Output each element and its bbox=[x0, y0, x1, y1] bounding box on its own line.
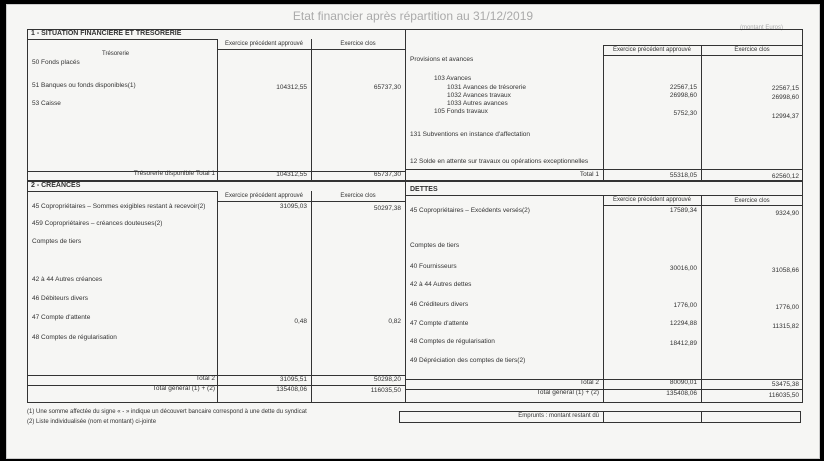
s1-right-col-closed-header: Exercice clos bbox=[734, 47, 770, 53]
dette-total-2-closed: 53475,38 bbox=[771, 381, 799, 388]
creance-47-closed: 0,82 bbox=[388, 318, 401, 325]
dette-comptes-tiers: Comptes de tiers bbox=[410, 242, 460, 249]
creance-459-row: 459 Copropriétaires – créances douteuses(2) bbox=[32, 220, 163, 227]
avances-tresorerie-row: 1031 Avances de trésorerie bbox=[447, 84, 527, 91]
dette-45-prev: 17589,34 bbox=[669, 207, 697, 214]
row-caisse: 53 Caisse bbox=[32, 100, 61, 107]
total-1-label: Total 1 bbox=[579, 171, 599, 178]
dette-48-row: 48 Comptes de régularisation bbox=[410, 338, 495, 345]
row-banques: 51 Banques ou fonds disponibles(1) bbox=[32, 82, 136, 89]
section-2-table bbox=[27, 181, 803, 403]
solde-attente-row: 12 Solde en attente sur travaux ou opérations exceptionnelles bbox=[410, 158, 589, 165]
dette-47-row: 47 Compte d'attente bbox=[410, 320, 469, 327]
footnote-2: (2) Liste individualisée (nom et montant) ci-jointe bbox=[27, 419, 157, 425]
dette-47-closed: 11315,82 bbox=[772, 323, 799, 330]
dette-40-row: 40 Fournisseurs bbox=[410, 263, 457, 270]
avances-travaux-row: 1032 Avances travaux bbox=[447, 92, 511, 99]
footnote-1: (1) Une somme affectée du signe « - » indique un découvert bancaire correspond à une dette du syndicat bbox=[27, 409, 307, 415]
banques-prev-value: 104312,55 bbox=[276, 84, 307, 91]
creance-47-prev: 0,48 bbox=[294, 318, 307, 325]
dette-49-row: 49 Dépréciation des comptes de tiers(2) bbox=[410, 357, 526, 364]
s1-right-col-prev-header: Exercice précédent approuvé bbox=[612, 47, 692, 53]
banques-closed-value: 65737,30 bbox=[373, 84, 401, 91]
creance-45-closed: 50297,38 bbox=[373, 205, 401, 212]
section-1-heading: 1 - SITUATION FINANCIERE ET TRESORERIE bbox=[31, 30, 182, 37]
fonds-travaux-row: 105 Fonds travaux bbox=[434, 108, 488, 115]
dette-46-row: 46 Créditeurs divers bbox=[410, 301, 469, 308]
dette-47-prev: 12294,88 bbox=[669, 320, 697, 327]
creance-comptes-tiers: Comptes de tiers bbox=[32, 238, 82, 245]
avances-row: 103 Avances bbox=[434, 75, 472, 82]
creance-46-row: 46 Débiteurs divers bbox=[32, 295, 88, 302]
total-1-prev: 55318,05 bbox=[669, 172, 697, 179]
s1-left-col-prev-header: Exercice précédent approuvé bbox=[224, 41, 304, 47]
a1032-prev: 26998,60 bbox=[669, 92, 697, 99]
tresorerie-total-closed: 65737,30 bbox=[373, 171, 401, 178]
dette-total-general-label: Total général (1) + (2) bbox=[536, 389, 599, 396]
tresorerie-total-prev: 104312,55 bbox=[276, 171, 307, 178]
dette-40-closed: 31058,66 bbox=[771, 267, 799, 274]
emprunts-label: Emprunts : montant restant dû bbox=[518, 413, 599, 419]
a1031-prev: 22567,15 bbox=[669, 84, 697, 91]
dette-total-2-prev: 80090,01 bbox=[669, 379, 697, 386]
a1031-closed: 22567,15 bbox=[771, 85, 799, 92]
a105-closed: 12994,37 bbox=[771, 113, 799, 120]
financial-statement-sheet bbox=[6, 4, 820, 459]
dette-45-row: 45 Copropriétaires – Excédents versés(2) bbox=[410, 207, 530, 214]
creance-total-2-label: Total 2 bbox=[195, 375, 215, 382]
s2-left-col-closed-header: Exercice clos bbox=[340, 193, 376, 199]
dette-48-prev: 18412,89 bbox=[669, 340, 697, 347]
a1032-closed: 26998,60 bbox=[771, 94, 799, 101]
dette-total-2-label: Total 2 bbox=[579, 379, 599, 386]
dette-45-closed: 9324,90 bbox=[775, 210, 799, 217]
section-2-heading: 2 - CREANCES bbox=[31, 182, 81, 189]
dette-40-prev: 30016,00 bbox=[669, 265, 697, 272]
s1-left-col-closed-header: Exercice clos bbox=[340, 41, 376, 47]
s2-left-col-prev-header: Exercice précédent approuvé bbox=[224, 193, 304, 199]
s2-right-col-prev-header: Exercice précédent approuvé bbox=[612, 197, 692, 203]
creance-total-general-closed: 116035,50 bbox=[370, 387, 401, 394]
dette-46-closed: 1776,00 bbox=[775, 304, 799, 311]
dette-total-general-closed: 116035,50 bbox=[768, 392, 799, 399]
page-title: Etat financier après répartition au 31/12/2019 bbox=[292, 9, 534, 23]
creance-total-general-prev: 135408,06 bbox=[276, 386, 307, 393]
provisions-heading: Provisions et avances bbox=[410, 56, 474, 63]
creance-total-general-label: Total général (1) + (2) bbox=[152, 385, 215, 392]
creance-total-2-closed: 50298,20 bbox=[373, 376, 401, 383]
autres-avances-row: 1033 Autres avances bbox=[447, 100, 508, 107]
a105-prev: 5752,30 bbox=[673, 110, 697, 117]
s2-right-col-closed-header: Exercice clos bbox=[734, 198, 770, 204]
dettes-heading: DETTES bbox=[410, 186, 438, 193]
row-fonds-places: 50 Fonds placés bbox=[32, 59, 80, 66]
dette-46-prev: 1776,00 bbox=[673, 302, 697, 309]
creance-47-row: 47 Compte d'attente bbox=[32, 314, 91, 321]
tresorerie-label: Trésorerie bbox=[102, 51, 130, 57]
creance-45-row: 45 Copropriétaires – Sommes exigibles restant à recevoir(2) bbox=[32, 203, 206, 210]
tresorerie-total-label: Trésorerie disponible Total 1 bbox=[133, 170, 215, 177]
dette-42-row: 42 à 44 Autres dettes bbox=[410, 281, 472, 288]
creance-42-row: 42 à 44 Autres créances bbox=[32, 276, 103, 283]
creance-45-prev: 31095,03 bbox=[279, 203, 307, 210]
creance-48-row: 48 Comptes de régularisation bbox=[32, 334, 117, 341]
unit-label: (montant Euros) bbox=[739, 25, 783, 31]
subventions-row: 131 Subventions en instance d'affectation bbox=[410, 131, 531, 138]
creance-total-2-prev: 31095,51 bbox=[279, 376, 307, 383]
total-1-closed: 62560,12 bbox=[771, 173, 799, 180]
dette-total-general-prev: 135408,06 bbox=[666, 390, 697, 397]
